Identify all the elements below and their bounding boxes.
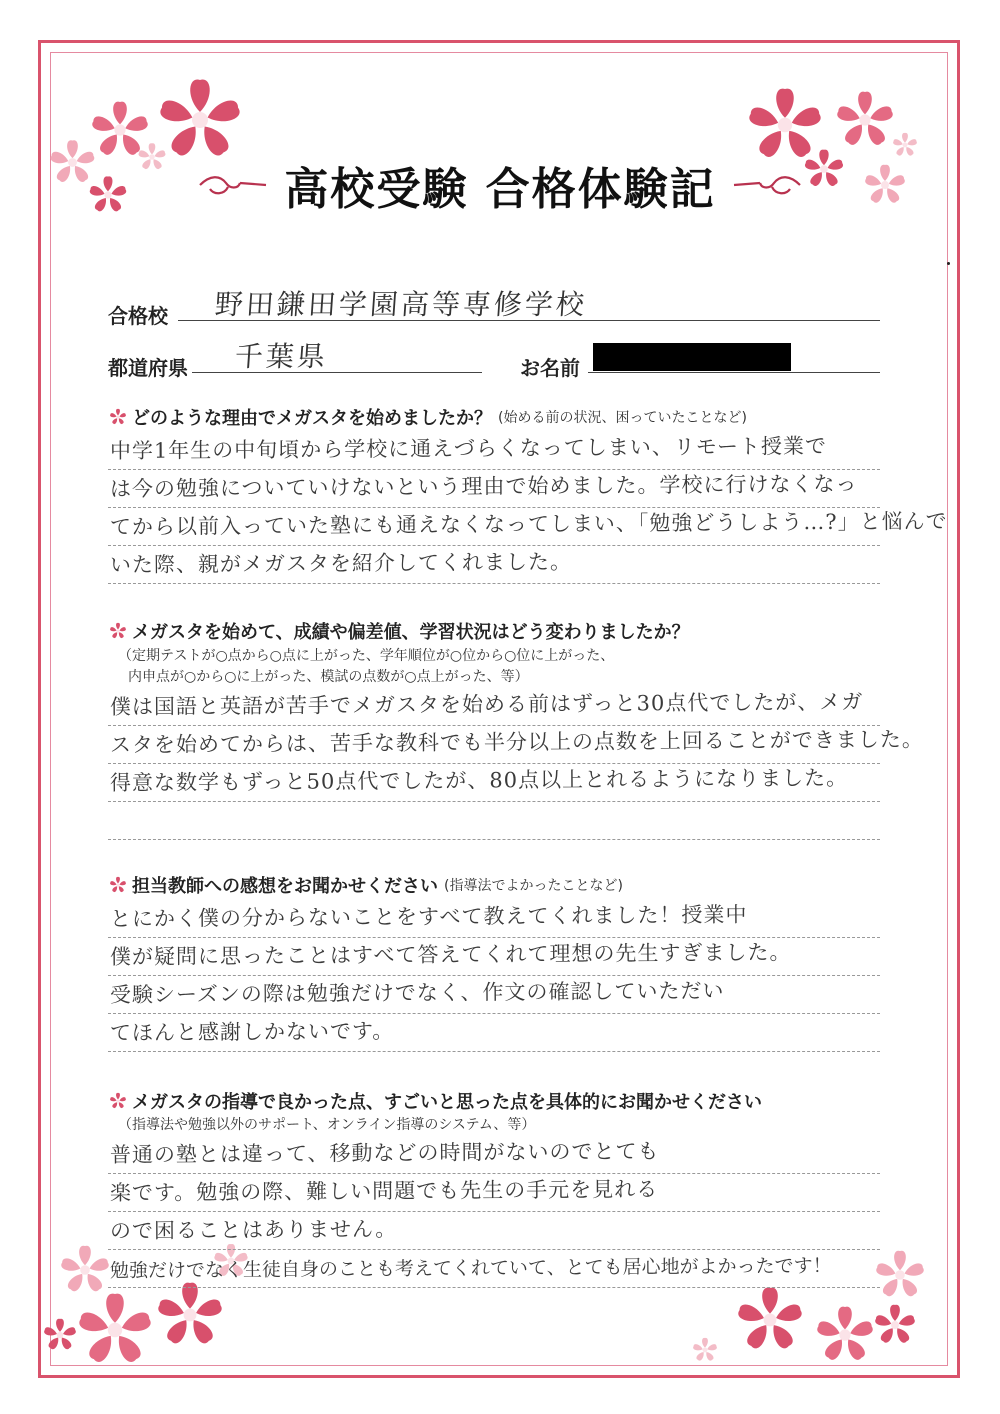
answer-line: 僕は国語と英語が苦手でメガスタを始める前はずっと30点代でしたが、メガ [108,688,880,726]
answer-line: 普通の塾とは違って、移動などの時間がないのでとても [108,1136,880,1174]
school-label: 合格校 [108,304,168,328]
answer-line: 得意な数学もずっと50点代でしたが、80点以上とれるようになりました。 [108,764,880,802]
scan-speck [947,262,950,265]
sakura-bullet-icon [108,1091,128,1111]
answer-line: スタを始めてからは、苦手な教科でも半分以上の点数を上回ることができました。 [108,726,880,764]
answer-line: いた際、親がメガスタを紹介してくれました。 [108,546,880,584]
school-value: 野田鎌田学園高等専修学校 [213,288,589,321]
answer-line: は今の勉強についていけないという理由で始めました。学校に行けなくなっ [108,470,880,508]
answer-4 [108,1136,880,1288]
sakura-bullet-icon [108,875,128,895]
question-1-note: (始める前の状況、困っていたことなど) [498,410,747,426]
name-redaction [593,343,791,371]
answer-line: ので困ることはありません。 [108,1212,880,1250]
question-4-sub: （指導法や勉強以外のサポート、オンライン指導のシステム、等） [118,1117,536,1133]
answer-1 [108,432,948,584]
question-1 [108,404,747,430]
answer-line: 楽です。勉強の際、難しい問題でも先生の手元を見れる [108,1174,880,1212]
question-2-sub-2: 内申点が○から○に上がった、模試の点数が○点上がった、等） [128,669,529,685]
answer-3 [108,900,880,1052]
flourish-left-icon [198,173,268,197]
sakura-flower-icon [730,1280,810,1360]
prefecture-value: 千葉県 [233,340,330,373]
question-3-note: (指導法でよかったことなど) [444,878,623,894]
question-4-title: メガスタの指導で良かった点、すごいと思った点を具体的にお聞かせください [132,1092,762,1113]
name-label: お名前 [520,356,580,380]
flourish-right-icon [732,173,802,197]
answer-line: 中学1年生の中旬頃から学校に通えづらくなってしまい、リモート授業で [108,432,880,470]
question-1-title: どのような理由でメガスタを始めましたか？ [132,408,492,429]
page-title: 高校受験 合格体験記 [284,164,716,215]
question-2-sub-1: （定期テストが○点から○点に上がった、学年順位が○位から○位に上がった、 [118,648,615,664]
question-4 [108,1088,762,1114]
sakura-flower-icon [690,1335,720,1365]
question-3-title: 担当教師への感想をお聞かせください [132,876,438,897]
prefecture-label: 都道府県 [108,356,188,380]
answer-line [108,802,880,840]
answer-line: てほんと感謝しかないです。 [108,1014,880,1052]
answer-line: 僕が疑問に思ったことはすべて答えてくれて理想の先生すぎました。 [108,938,880,976]
question-2 [108,618,690,644]
name-underline [588,372,880,373]
answer-line: 受験シーズンの際は勉強だけでなく、作文の確認していただい [108,976,880,1014]
answer-line: 勉強だけでなく生徒自身のことも考えてくれていて、とても居心地がよかったです！ [108,1250,880,1288]
sakura-flower-icon [40,1315,80,1355]
prefecture-underline [192,372,482,373]
school-underline [178,320,880,321]
sakura-flower-icon [870,1300,920,1350]
answer-line: とにかく僕の分からないことをすべて教えてくれました！授業中 [108,900,880,938]
answer-line: てから以前入っていた塾にも通えなくなってしまい、「勉強どうしよう…?」と悩んで [108,508,880,546]
question-3 [108,872,623,898]
sakura-flower-icon [70,1285,160,1375]
answer-2 [108,688,924,840]
sakura-bullet-icon [108,621,128,641]
sakura-bullet-icon [108,407,128,427]
title-area [0,150,1000,220]
question-2-title: メガスタを始めて、成績や偏差値、学習状況はどう変わりましたか？ [132,622,690,643]
